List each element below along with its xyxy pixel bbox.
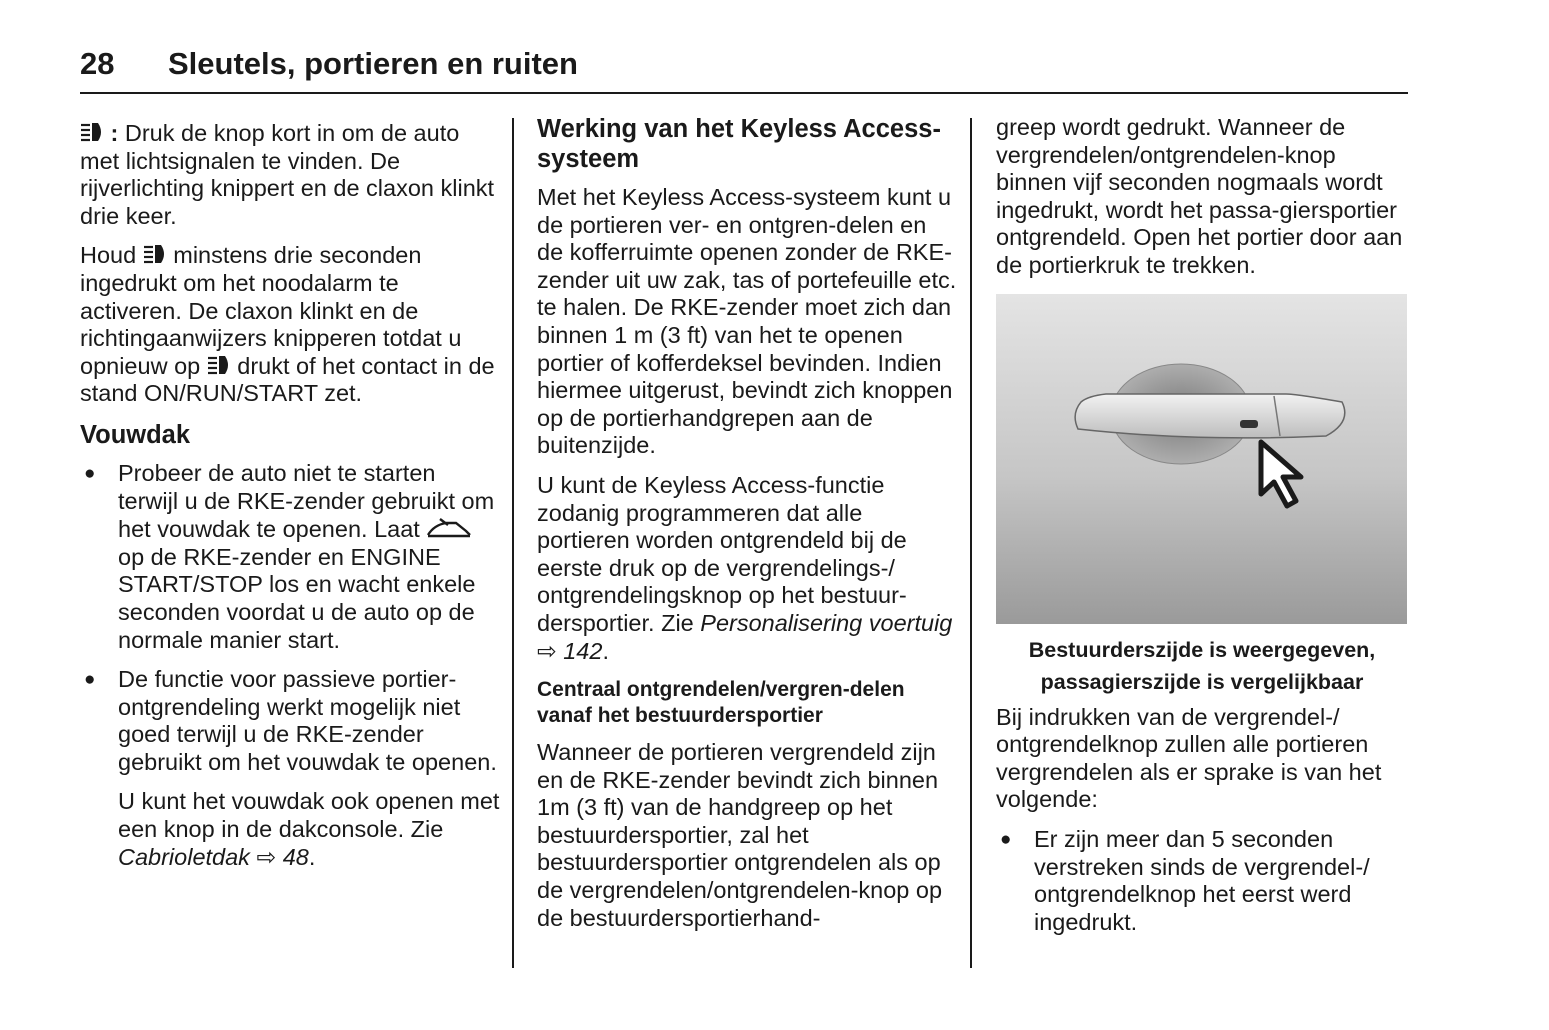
text-run: Probeer de auto niet te starten terwijl u de RKE-zender gebruikt om het vouwdak te openen. Laat <box>118 459 495 543</box>
column-divider <box>970 118 972 968</box>
bullet-icon: ● <box>84 669 96 691</box>
vehicle-locator-lights-icon <box>207 354 231 376</box>
text-run: drukt of het contact in de stand ON/RUN/START zet. <box>80 352 495 407</box>
door-handle-illustration-svg <box>996 294 1407 624</box>
arrow-icon: ⇨ <box>249 843 283 870</box>
list-item <box>996 826 1408 936</box>
page-title: Sleutels, portieren en ruiten <box>168 46 578 81</box>
text-run: De functie voor passieve portier-ontgrendeling werkt mogelijk niet goed terwijl u de RKE-zender gebruikt om het vouwdak te openen. <box>118 666 497 775</box>
page-reference[interactable]: 48 <box>282 843 309 870</box>
paragraph <box>537 472 957 665</box>
section-heading: Vouwdak <box>80 420 191 449</box>
subsection-heading: Centraal ontgrendelen/vergren-delen vanaf het bestuurdersportier <box>537 678 905 728</box>
page-header <box>80 46 1408 94</box>
page-number: 28 <box>80 46 115 81</box>
note-paragraph <box>80 788 500 871</box>
column-left <box>80 120 500 883</box>
convertible-top-icon <box>426 515 472 539</box>
vehicle-locator-lights-icon <box>80 121 104 143</box>
bullet-icon: ● <box>84 462 96 484</box>
text-run: minstens drie seconden ingedrukt om het noodalarm te activeren. De claxon klinkt en de richtingaanwijzers knipperen totdat u opnieuw op <box>80 242 462 379</box>
paragraph-text: Druk de knop kort in om de auto met lichtsignalen te vinden. De rijverlichting knippert en de claxon klinkt drie keer. <box>80 120 495 229</box>
text-run: . <box>308 843 316 870</box>
text-run: op de RKE-zender en ENGINE START/STOP los en wacht enkele seconden voordat u de auto op de normale manier start. <box>118 543 476 653</box>
paragraph <box>80 120 500 230</box>
figure-caption: Bestuurderszijde is weergegeven, passagierszijde is vergelijkbaar <box>1028 637 1376 694</box>
column-divider <box>512 118 514 968</box>
column-middle <box>537 114 957 944</box>
text-run: U kunt de Keyless Access-functie zodanig programmeren dat alle portieren worden ontgrendeld bij de eerste druk op de vergrendelings-/ ontgrendelingsknop op het bestuur-dersportier. Zie <box>537 471 907 636</box>
text-run: Houd <box>80 242 143 269</box>
list-item <box>80 666 500 776</box>
column-right <box>996 114 1408 948</box>
paragraph: Bij indrukken van de vergrendel-/ ontgrendelknop zullen alle portieren vergrendelen als er sprake is van het volgende: <box>996 703 1382 813</box>
page-reference[interactable]: 142 <box>563 637 603 664</box>
paragraph: Met het Keyless Access-systeem kunt u de portieren ver- en ontgren-delen en de kofferruimte openen zonder de RKE-zender uit uw zak, tas of portefeuille etc. te halen. De RKE-zender moet zich dan binnen 1 m (3 ft) van het te openen portier of kofferdeksel bevinden. Indien hiermee uitgerust, bevindt zich knoppen op de portierhandgrepen aan de buitenzijde. <box>537 184 957 459</box>
cross-reference-link[interactable]: Cabrioletdak <box>118 843 250 870</box>
arrow-icon: ⇨ <box>537 637 564 664</box>
paragraph: Wanneer de portieren vergrendeld zijn en de RKE-zender bevindt zich binnen 1m (3 ft) van de handgreep op het bestuurdersportier, zal het bestuurdersportier ontgrendelen als op de vergrendelen/ontgrendelen-knop op de bestuurdersportierhand- <box>537 739 943 931</box>
section-heading: Werking van het Keyless Access-systeem <box>537 115 941 173</box>
door-handle-button-illustration <box>996 294 1407 624</box>
cross-reference-link[interactable]: Personalisering voertuig <box>700 609 953 636</box>
bullet-icon: ● <box>1000 828 1012 850</box>
paragraph <box>80 242 500 408</box>
list-item <box>80 460 500 654</box>
icon-label: : <box>104 120 125 146</box>
text-run: Er zijn meer dan 5 seconden verstreken sinds de vergrendel-/ ontgrendelknop het eerst werd ingedrukt. <box>1034 825 1370 935</box>
paragraph: greep wordt gedrukt. Wanneer de vergrendelen/ontgrendelen-knop binnen vijf seconden nogmaals wordt ingedrukt, wordt het passa-giersportier ontgrendeld. Open het portier door aan de portierkruk te trekken. <box>996 114 1403 278</box>
text-run: U kunt het vouwdak ook openen met een knop in de dakconsole. Zie <box>118 788 500 843</box>
text-run: . <box>602 637 609 664</box>
vehicle-locator-lights-icon <box>143 243 167 265</box>
